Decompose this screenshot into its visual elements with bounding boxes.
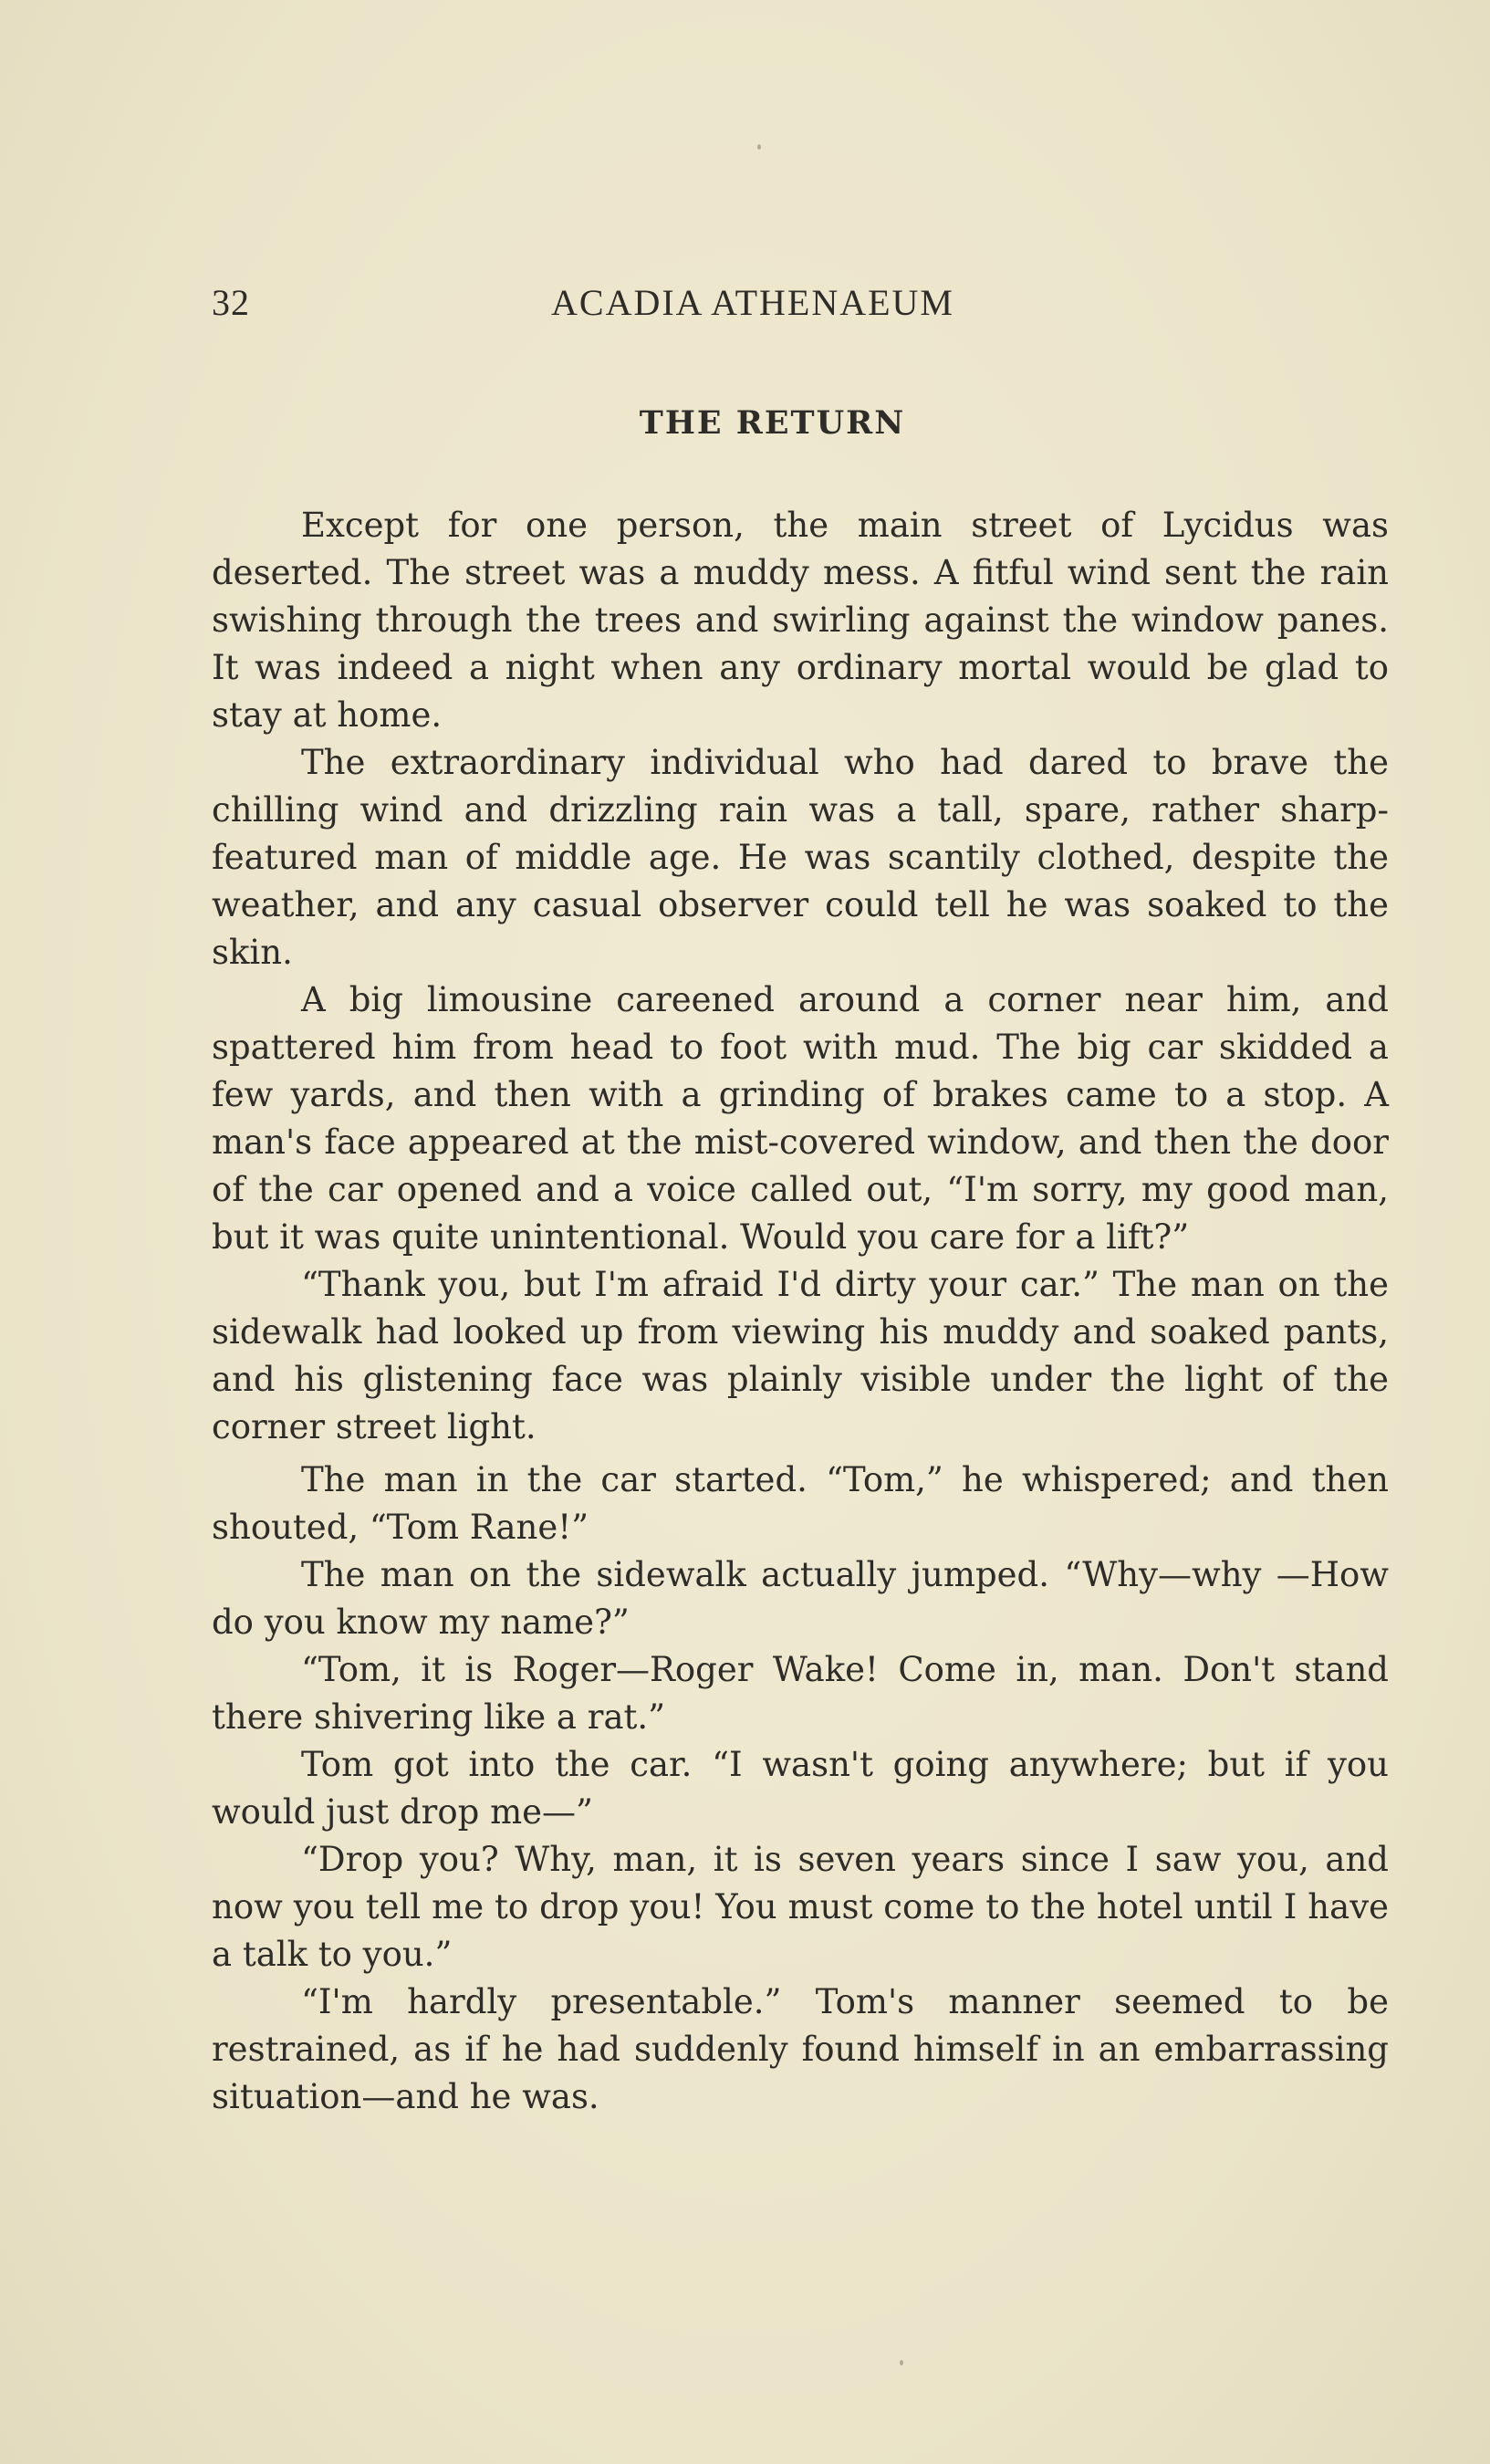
- running-title: ACADIA ATHENAEUM: [551, 282, 954, 323]
- page-header: [212, 281, 1389, 327]
- paragraph: “Drop you? Why, man, it is seven years since I saw you, and now you tell me to drop you! You must come to the hotel until I have a talk to you.”: [212, 1840, 1389, 1974]
- page-number: 32: [212, 282, 250, 323]
- paragraph: The extraordinary individual who had dared to brave the chilling wind and drizzling rain was a tall, spare, rather sharp-featured man of middle age. He was scantily clothed, despite the weather, and any casual observer could tell he was soaked to the skin.: [212, 743, 1389, 972]
- paragraph: The man in the car started. “Tom,” he whispered; and then shouted, “Tom Rane!”: [212, 1460, 1389, 1547]
- article-title: THE RETURN: [639, 404, 906, 442]
- paper-speck: [900, 2360, 903, 2365]
- paragraph: A big limousine careened around a corner near him, and spattered him from head to foot with mud. The big car skidded a few yards, and then with a grinding of brakes came to a stop. A man's face appeared at the mist-covered window, and then the door of the car opened and a voice called out, “I'm sorry, my good man, but it was quite unintentional. Would you care for a lift?”: [212, 980, 1389, 1257]
- paper-speck: [757, 144, 761, 150]
- paragraph: Tom got into the car. “I wasn't going anywhere; but if you would just drop me—”: [212, 1745, 1389, 1832]
- paragraph: “Thank you, but I'm afraid I'd dirty your car.” The man on the sidewalk had looked up from viewing his muddy and soaked pants, and his glistening face was plainly visible under the light of the corner street light.: [212, 1265, 1389, 1446]
- paragraph: “Tom, it is Roger—Roger Wake! Come in, man. Don't stand there shivering like a rat.”: [212, 1650, 1389, 1737]
- article-body: [212, 502, 1389, 2121]
- paragraph: Except for one person, the main street of Lycidus was deserted. The street was a muddy mess. A fitful wind sent the rain swishing through the trees and swirling against the window panes. It was indeed a night when any ordinary mortal would be glad to stay at home.: [212, 506, 1389, 735]
- paragraph: The man on the sidewalk actually jumped. “Why—why —How do you know my name?”: [212, 1555, 1389, 1642]
- paragraph: “I'm hardly presentable.” Tom's manner seemed to be restrained, as if he had suddenly found himself in an embarrassing situation—and he was.: [212, 1982, 1389, 2116]
